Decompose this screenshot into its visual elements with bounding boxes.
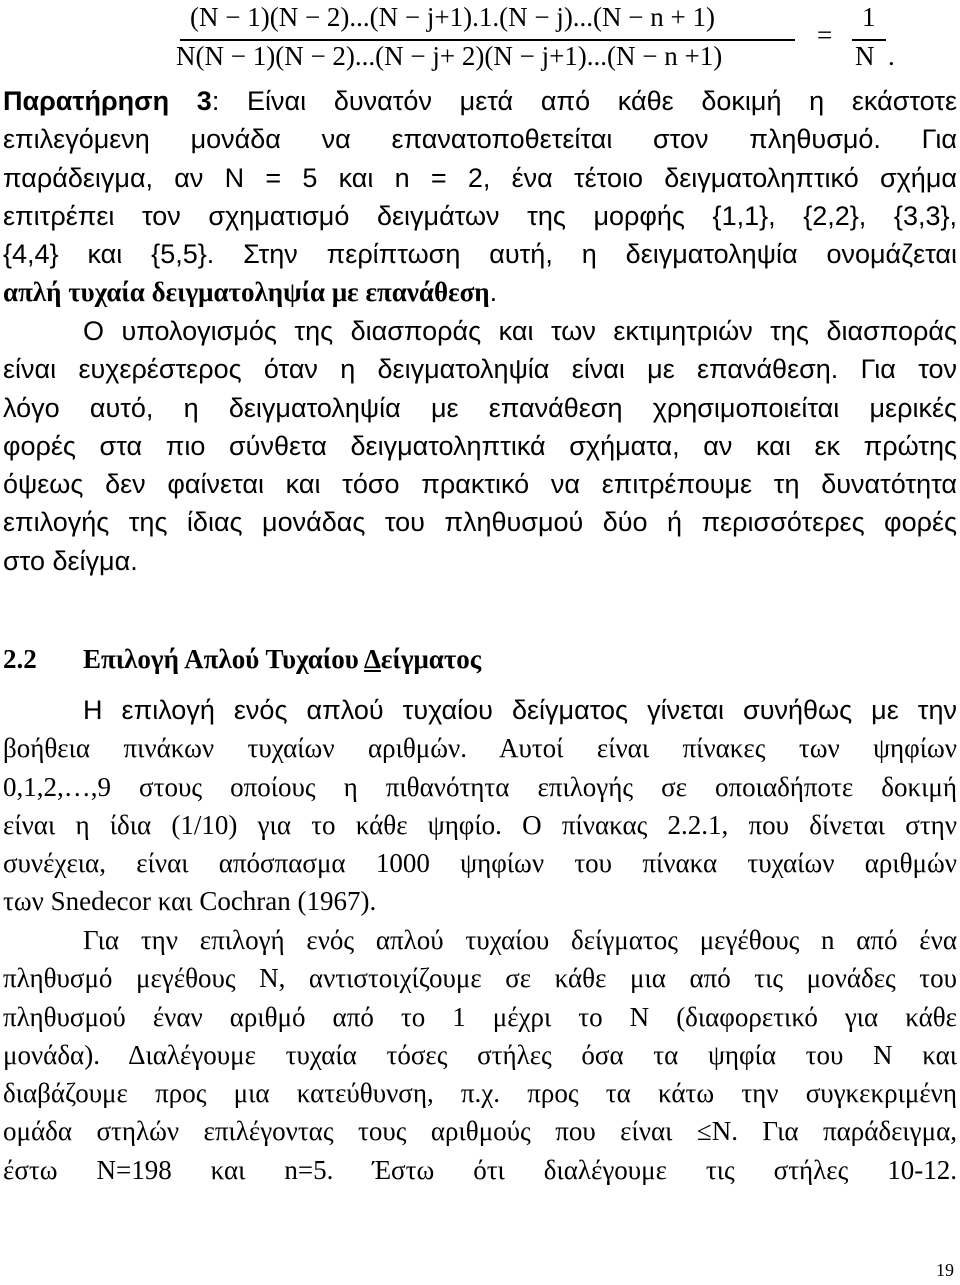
section-title-part: Δ — [363, 644, 381, 674]
rhs-denominator: N — [855, 41, 875, 71]
remark-label: Παρατήρηση 3 — [3, 86, 212, 116]
text-line: απλή τυχαία δειγματοληψία με επανάθεση. — [3, 277, 498, 308]
equals-sign: = — [817, 20, 833, 50]
section-title-part: Επιλογή Απλού Τυχαίου — [83, 644, 364, 674]
defined-term: απλή τυχαία δειγματοληψία με επανάθεση — [3, 277, 490, 308]
text-line: φορές στα πιο σύνθετα δειγματοληπτικά σχήματα, αν και εκ πρώτης — [3, 430, 957, 461]
remark-paragraph — [3, 82, 957, 312]
text-line: 0,1,2,…,9 στους οποίους η πιθανότητα επιλογής σε οποιαδήποτε δοκιμή — [3, 771, 957, 802]
text-line: είναι ευχερέστερος όταν η δειγματοληψία είναι με επανάθεση. Για τον — [3, 354, 957, 385]
text-line: είναι η ίδια (1/10) για το κάθε ψηφίο. Ο πίνακας 2.2.1, που δίνεται στην — [3, 809, 957, 840]
text-line: στο δείγμα. — [3, 545, 138, 576]
page-number: 19 — [936, 1260, 954, 1280]
text-line: ομάδα στηλών επιλέγοντας τους αριθμούς που είναι ≤N. Για παράδειγμα, — [3, 1116, 957, 1147]
text-line: Η επιλογή ενός απλού τυχαίου δείγματος γίνεται συνήθως με την — [83, 695, 957, 725]
text-line: επιλογής της ίδιας μονάδας του πληθυσμού δύο ή περισσότερες φορές — [3, 507, 957, 538]
section-number: 2.2 — [3, 644, 37, 674]
variance-paragraph — [3, 312, 957, 580]
probability-formula — [172, 0, 912, 80]
text-line: πληθυσμού έναν αριθμό από το 1 μέχρι το N (διαφορετικό για κάθε — [3, 1001, 957, 1032]
text-line: παράδειγμα, αν N = 5 και n = 2, ένα τέτοιο δειγματοληπτικό σχήμα — [3, 162, 957, 193]
text-line: Ο υπολογισμός της διασποράς και των εκτιμητριών της διασποράς — [83, 316, 957, 346]
random-tables-paragraph — [3, 691, 957, 921]
text-line: συνέχεια, είναι απόσπασμα 1000 ψηφίων του πίνακα τυχαίων αριθμών — [3, 848, 957, 879]
text-line: διαβάζουμε προς μια κατεύθυνση, π.χ. προς τα κάτω την συγκεκριμένη — [3, 1078, 957, 1109]
section-title-part: είγματος — [380, 644, 482, 674]
text-line: λόγο αυτό, η δειγματοληψία με επανάθεση χρησιμοποιείται μερικές — [3, 392, 957, 423]
rhs-numerator: 1 — [862, 2, 876, 32]
selection-procedure-paragraph — [3, 921, 957, 1189]
formula-numerator: (N − 1)(N − 2)...(N − j+1).1.(N − j)...(N − n + 1) — [190, 2, 715, 32]
formula-denominator: N(N − 1)(N − 2)...(N − j+ 2)(N − j+1)...(N − n +1) — [176, 41, 723, 71]
text-line: βοήθεια πινάκων τυχαίων αριθμών. Αυτοί είναι πίνακες των ψηφίων — [3, 733, 957, 764]
text-line: μονάδα). Διαλέγουμε τυχαία τόσες στήλες όσα τα ψηφία του N και — [3, 1039, 957, 1070]
text-line: Για την επιλογή ενός απλού τυχαίου δείγματος μεγέθους n από ένα — [83, 925, 957, 955]
section-heading — [3, 644, 481, 675]
text-line: έστω N=198 και n=5. Έστω ότι διαλέγουμε τις στήλες 10-12. — [3, 1154, 957, 1185]
text-line: επιλεγόμενη μονάδα να επανατοποθετείται στον πληθυσμό. Για — [3, 124, 957, 155]
text-line: {4,4} και {5,5}. Στην περίπτωση αυτή, η δειγματοληψία ονομάζεται — [3, 239, 957, 270]
text-line: Παρατήρηση 3: Είναι δυνατόν μετά από κάθε δοκιμή η εκάστοτε — [3, 86, 957, 116]
text-line: επιτρέπει τον σχηματισμό δειγμάτων της μορφής {1,1}, {2,2}, {3,3}, — [3, 200, 957, 231]
formula-period: . — [888, 41, 895, 71]
text-line: πληθυσμό μεγέθους N, αντιστοιχίζουμε σε κάθε μια από τις μονάδες του — [3, 963, 957, 994]
text-line: των Snedecor και Cochran (1967). — [3, 886, 377, 917]
text-line: όψεως δεν φαίνεται και τόσο πρακτικό να επιτρέπουμε τη δυνατότητα — [3, 469, 957, 500]
